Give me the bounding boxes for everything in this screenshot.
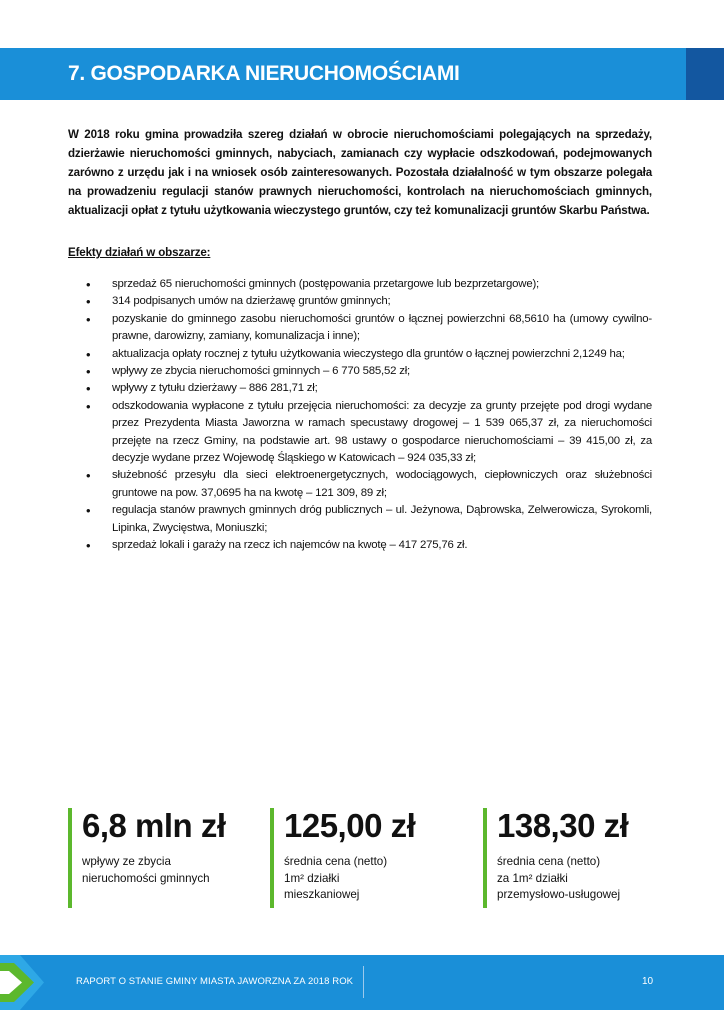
list-item: • aktualizacja opłaty rocznej z tytułu użytkowania wieczystego dla gruntów o łącznej powierzchni 2,1249 ha; — [68, 346, 652, 363]
effects-heading: Efekty działań w obszarze: — [68, 246, 211, 259]
footer-divider — [363, 966, 364, 998]
header-accent — [686, 48, 724, 100]
stat-label-line: średnia cena (netto) — [284, 855, 388, 868]
section-title: 7. GOSPODARKA NIERUCHOMOŚCIAMI — [68, 62, 460, 85]
footer-report-title: RAPORT O STANIE GMINY MIASTA JAWORZNA ZA 2018 ROK — [76, 976, 354, 987]
stat-label — [284, 854, 387, 904]
stat-label — [82, 854, 210, 887]
stat-label — [497, 854, 620, 904]
stat-label-line: za 1m² działki — [497, 871, 568, 885]
list-item: • sprzedaż 65 nieruchomości gminnych (postępowania przetargowe lub bezprzetargowe); — [68, 276, 652, 293]
list-item: • odszkodowania wypłacone z tytułu przejęcia nieruchomości: za decyzje za grunty przejęte pod drogi wydane przez Prezydenta Miasta Jaworzna w ramach specustawy drogowej – 1 539 065,37 zł, za nieruchomości przejęte na rzecz Gminy, na podstawie art. 98 ustawy o gospodarce nieruchomościami – 39 415,00 zł, za decyzje wydane przez Wojewodę Śląskiego w Katowicach – 924 035,33 zł; — [68, 398, 652, 468]
stat-value: 138,30 zł — [497, 807, 629, 844]
intro-paragraph: W 2018 roku gmina prowadziła szereg działań w obrocie nieruchomościami polegających na sprzedaży, dzierżawie nieruchomości gminnych, nabyciach, zamianach czy wypłacie odszkodowań, podejmowanych zarówno z urzędu jak i na wniosek osób zainteresowanych. Pozostała działalność w tym obszarze polegała na prowadzeniu regulacji stanów prawnych nieruchomości, kontrolach na nieruchomościach gminnych, aktualizacji opłat z tytułu użytkowania wieczystego gruntów, czy też komunalizacji gruntów Skarbu Państwa. — [68, 128, 652, 217]
stat-accent-bar — [270, 808, 274, 908]
stat-value: 125,00 zł — [284, 807, 416, 844]
stat-accent-bar — [68, 808, 72, 908]
list-item: • 314 podpisanych umów na dzierżawę gruntów gminnych; — [68, 293, 652, 310]
list-item: • wpływy z tytułu dzierżawy – 886 281,71 zł; — [68, 380, 652, 397]
list-item: • regulacja stanów prawnych gminnych dróg publicznych – ul. Jeżynowa, Dąbrowska, Zelwerowicza, Syrokomli, Lipinka, Zwycięstwa, Moniuszki; — [68, 502, 652, 537]
stat-label-line: mieszkaniowej — [284, 888, 360, 901]
list-item: • sprzedaż lokali i garaży na rzecz ich najemców na kwotę – 417 275,76 zł. — [68, 537, 652, 554]
stat-label-line: nieruchomości gminnych — [82, 871, 210, 885]
stat-value: 6,8 mln zł — [82, 807, 226, 844]
effects-list — [68, 276, 652, 555]
stat-label-line: średnia cena (netto) — [497, 855, 601, 868]
page-number: 10 — [642, 976, 654, 987]
stat-accent-bar — [483, 808, 487, 908]
list-item: • wpływy ze zbycia nieruchomości gminnych – 6 770 585,52 zł; — [68, 363, 652, 380]
stat-label-line: przemysłowo-usługowej — [497, 888, 621, 901]
stat-label-line: wpływy ze zbycia — [82, 855, 171, 868]
chevron-logo-icon — [0, 955, 46, 1010]
list-item: • pozyskanie do gminnego zasobu nieruchomości gruntów o łącznej powierzchni 68,5610 ha (umowy cywilno-prawne, darowizny, zamiany, komunalizacja i inne); — [68, 311, 652, 346]
list-item: • służebność przesyłu dla sieci elektroenergetycznych, wodociągowych, ciepłowniczych oraz służebności gruntowe na pow. 37,0695 ha na kwotę – 121 309, 89 zł; — [68, 467, 652, 502]
stat-label-line: 1m² działki — [284, 871, 340, 885]
